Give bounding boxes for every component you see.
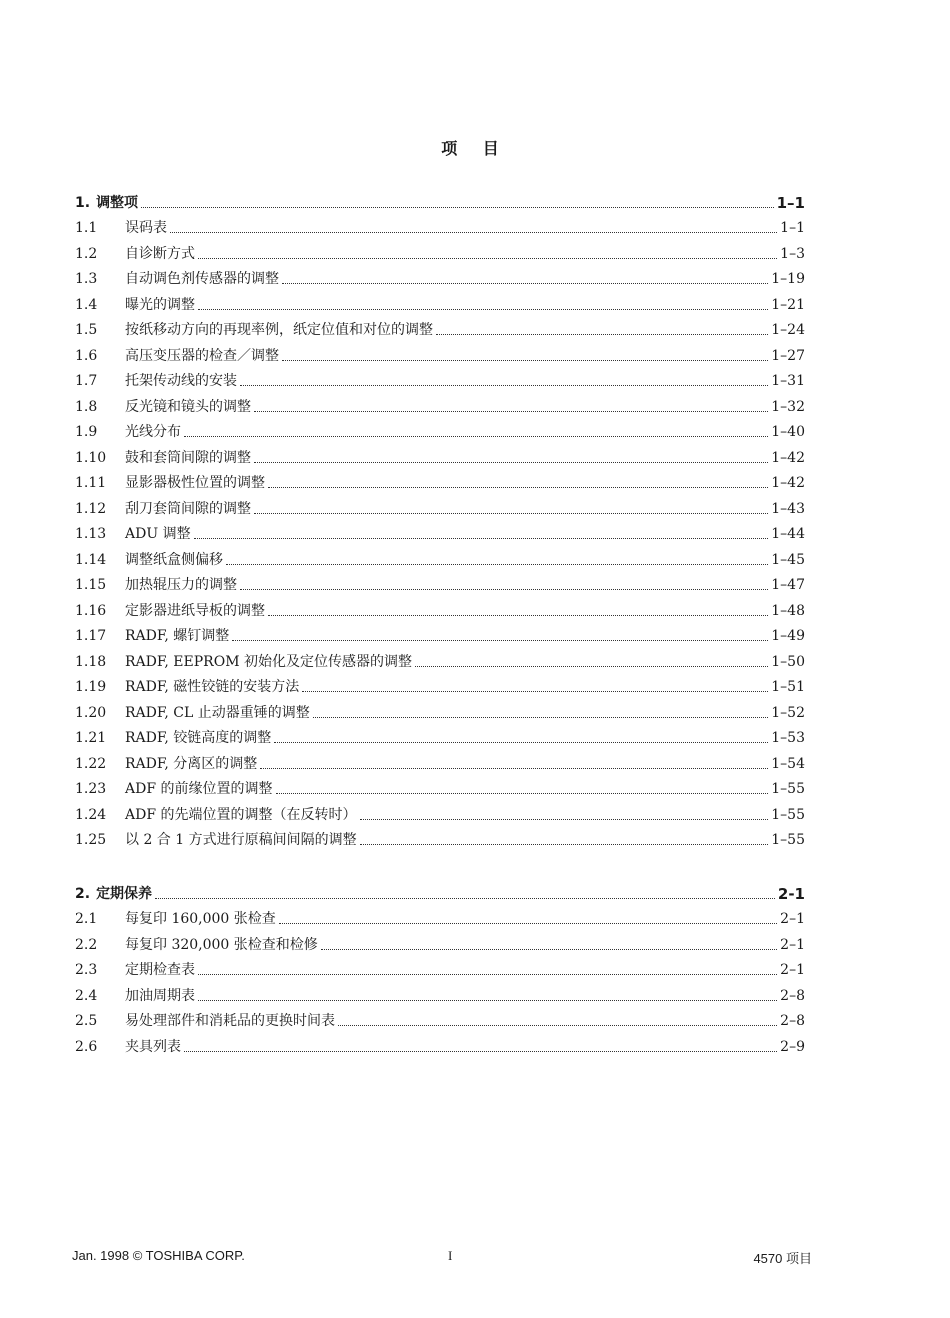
entry-title: 每复印 160,000 张检查 xyxy=(125,911,276,927)
toc-entry[interactable] xyxy=(75,569,805,595)
entry-page: 2–8 xyxy=(780,1013,805,1029)
entry-title: RADF, 分离区的调整 xyxy=(125,755,258,772)
toc-entry[interactable] xyxy=(75,365,805,391)
dot-leader xyxy=(198,1000,777,1001)
toc-entry[interactable] xyxy=(75,928,805,954)
entry-number: 1.18 xyxy=(75,653,107,670)
entry-number: 2.4 xyxy=(75,987,98,1004)
dot-leader xyxy=(254,513,768,514)
entry-title: 易处理部件和消耗品的更换时间表 xyxy=(125,1013,335,1029)
toc-entry[interactable] xyxy=(75,212,805,238)
toc-entry[interactable] xyxy=(75,390,805,416)
entry-title: 高压变压器的检查／调整 xyxy=(125,347,279,364)
entry-number: 1.11 xyxy=(75,475,107,491)
section-page: 2-1 xyxy=(777,884,805,903)
entry-title: RADF, 螺钉调整 xyxy=(125,628,230,644)
entry-number: 1.22 xyxy=(75,755,107,772)
dot-leader xyxy=(240,385,768,386)
entry-page: 1–21 xyxy=(771,296,805,313)
entry-page: 2–8 xyxy=(780,987,805,1004)
entry-number: 1.17 xyxy=(75,628,107,644)
entry-number: 1.13 xyxy=(75,526,107,542)
entry-title: ADU 调整 xyxy=(125,526,191,542)
toc-entry[interactable] xyxy=(75,314,805,340)
dot-leader xyxy=(232,640,768,641)
entry-number: 1.2 xyxy=(75,245,98,262)
toc-entry[interactable] xyxy=(75,518,805,544)
dot-leader xyxy=(254,462,768,463)
toc-entry[interactable] xyxy=(75,594,805,620)
toc-entry[interactable] xyxy=(75,798,805,824)
entry-title: 反光镜和镜头的调整 xyxy=(125,398,251,415)
entry-page: 1–55 xyxy=(771,806,805,823)
entry-page: 2–9 xyxy=(780,1038,805,1055)
toc-entry[interactable] xyxy=(75,339,805,365)
entry-number: 1.16 xyxy=(75,602,107,619)
dot-leader xyxy=(240,589,768,590)
toc-section-1 xyxy=(75,186,805,849)
toc-entry[interactable] xyxy=(75,492,805,518)
toc-entry[interactable] xyxy=(75,543,805,569)
dot-leader xyxy=(321,949,777,950)
entry-number: 1.23 xyxy=(75,781,107,797)
entry-title: 显影器极性位置的调整 xyxy=(125,475,265,491)
toc-section-2 xyxy=(75,877,805,1056)
entry-title: 定期检查表 xyxy=(125,962,195,978)
entry-page: 1–24 xyxy=(771,322,805,338)
toc-entry[interactable] xyxy=(75,620,805,646)
entry-number: 1.8 xyxy=(75,398,98,415)
toc-entry[interactable] xyxy=(75,722,805,748)
entry-title: 自诊断方式 xyxy=(125,245,195,262)
toc-entry[interactable] xyxy=(75,954,805,980)
page-footer xyxy=(72,1248,812,1268)
entry-title: 曝光的调整 xyxy=(125,296,195,313)
entry-page: 1–54 xyxy=(771,755,805,772)
page-title: 项 目 xyxy=(441,139,509,158)
dot-leader xyxy=(260,768,768,769)
entry-page: 1–42 xyxy=(771,449,805,466)
entry-title: RADF, EEPROM 初始化及定位传感器的调整 xyxy=(125,653,412,670)
toc-entry[interactable] xyxy=(75,263,805,289)
toc-section-heading[interactable] xyxy=(75,877,805,903)
footer-copyright: Jan. 1998 © TOSHIBA CORP. xyxy=(72,1248,245,1263)
toc-entry[interactable] xyxy=(75,441,805,467)
dot-leader xyxy=(360,819,769,820)
dot-leader xyxy=(155,898,775,899)
toc-entry[interactable] xyxy=(75,773,805,799)
entry-page: 1–47 xyxy=(771,577,805,593)
entry-title: 调整纸盒侧偏移 xyxy=(125,551,223,568)
toc-entry[interactable] xyxy=(75,696,805,722)
section-title: 调整项 xyxy=(96,194,139,211)
entry-page: 1–49 xyxy=(771,628,805,644)
entry-page: 1–51 xyxy=(771,679,805,695)
toc-entry[interactable] xyxy=(75,903,805,929)
toc-entry[interactable] xyxy=(75,1030,805,1056)
entry-number: 1.3 xyxy=(75,271,98,287)
section-number: 1. xyxy=(75,194,91,211)
dot-leader xyxy=(141,207,774,208)
entry-title: RADF, CL 止动器重锤的调整 xyxy=(125,704,310,721)
entry-page: 1–48 xyxy=(771,602,805,619)
dot-leader xyxy=(194,538,769,539)
section-title: 定期保养 xyxy=(96,885,153,902)
entry-number: 1.24 xyxy=(75,806,107,823)
entry-title: 光线分布 xyxy=(125,424,181,440)
entry-number: 2.1 xyxy=(75,911,98,927)
entry-number: 2.6 xyxy=(75,1038,98,1055)
dot-leader xyxy=(282,360,768,361)
dot-leader xyxy=(338,1025,777,1026)
entry-page: 1–3 xyxy=(780,245,805,262)
toc-section-heading[interactable] xyxy=(75,186,805,212)
entry-title: RADF, 磁性铰链的安装方法 xyxy=(125,679,300,695)
entry-page: 2–1 xyxy=(780,962,805,978)
entry-number: 1.14 xyxy=(75,551,107,568)
entry-number: 1.10 xyxy=(75,449,107,466)
entry-page: 1–1 xyxy=(780,220,805,236)
dot-leader xyxy=(360,844,769,845)
dot-leader xyxy=(415,666,768,667)
entry-title: ADF 的前缘位置的调整 xyxy=(125,781,273,797)
entry-title: 刮刀套筒间隙的调整 xyxy=(125,500,251,517)
entry-number: 2.5 xyxy=(75,1013,98,1029)
entry-number: 1.20 xyxy=(75,704,107,721)
entry-page: 1–27 xyxy=(771,347,805,364)
toc-entry[interactable] xyxy=(75,979,805,1005)
entry-number: 1.21 xyxy=(75,730,107,746)
entry-number: 1.4 xyxy=(75,296,98,313)
entry-number: 2.3 xyxy=(75,962,98,978)
entry-title: RADF, 铰链高度的调整 xyxy=(125,730,272,746)
dot-leader xyxy=(198,258,777,259)
entry-title: 鼓和套筒间隙的调整 xyxy=(125,449,251,466)
toc-entry[interactable] xyxy=(75,467,805,493)
entry-number: 1.19 xyxy=(75,679,107,695)
entry-title: 托架传动线的安装 xyxy=(125,373,237,389)
dot-leader xyxy=(268,615,768,616)
dot-leader xyxy=(184,1051,777,1052)
entry-number: 1.7 xyxy=(75,373,98,389)
dot-leader xyxy=(198,309,768,310)
entry-page: 1–45 xyxy=(771,551,805,568)
entry-title: 定影器进纸导板的调整 xyxy=(125,602,265,619)
toc-entry[interactable] xyxy=(75,237,805,263)
toc-entry[interactable] xyxy=(75,416,805,442)
entry-page: 1–52 xyxy=(771,704,805,721)
section-page: 1–1 xyxy=(776,193,805,212)
entry-page: 1–55 xyxy=(771,781,805,797)
dot-leader xyxy=(302,691,768,692)
entry-number: 1.1 xyxy=(75,220,98,236)
entry-page: 1–31 xyxy=(771,373,805,389)
section-number: 2. xyxy=(75,885,91,902)
entry-title: 按纸移动方向的再现率例，纸定位值和对位的调整 xyxy=(125,322,433,338)
entry-number: 1.15 xyxy=(75,577,107,593)
dot-leader xyxy=(279,923,777,924)
entry-page: 1–43 xyxy=(771,500,805,517)
entry-title: 误码表 xyxy=(125,220,167,236)
entry-page: 2–1 xyxy=(780,936,805,953)
toc-entry[interactable] xyxy=(75,747,805,773)
entry-title: 以 2 合 1 方式进行原稿间间隔的调整 xyxy=(125,832,357,848)
dot-leader xyxy=(184,436,768,437)
entry-page: 1–55 xyxy=(771,832,805,848)
dot-leader xyxy=(198,974,777,975)
entry-page: 1–53 xyxy=(771,730,805,746)
dot-leader xyxy=(313,717,768,718)
toc-entry[interactable] xyxy=(75,1005,805,1031)
toc-entry[interactable] xyxy=(75,824,805,850)
entry-page: 1–19 xyxy=(771,271,805,287)
dot-leader xyxy=(226,564,768,565)
entry-page: 2–1 xyxy=(780,911,805,927)
entry-page: 1–32 xyxy=(771,398,805,415)
toc-entry[interactable] xyxy=(75,671,805,697)
footer-doc-id: 4570 项目 xyxy=(753,1251,812,1266)
toc-entry[interactable] xyxy=(75,645,805,671)
entry-page: 1–50 xyxy=(771,653,805,670)
dot-leader xyxy=(276,793,769,794)
entry-number: 1.6 xyxy=(75,347,98,364)
dot-leader xyxy=(274,742,768,743)
entry-title: 夹具列表 xyxy=(125,1038,181,1055)
entry-number: 1.5 xyxy=(75,322,98,338)
dot-leader xyxy=(436,334,768,335)
entry-title: 每复印 320,000 张检查和检修 xyxy=(125,936,318,953)
dot-leader xyxy=(282,283,768,284)
toc-entry[interactable] xyxy=(75,288,805,314)
entry-title: 加油周期表 xyxy=(125,987,195,1004)
entry-title: 加热辊压力的调整 xyxy=(125,577,237,593)
dot-leader xyxy=(268,487,768,488)
entry-page: 1–40 xyxy=(771,424,805,440)
dot-leader xyxy=(254,411,768,412)
entry-page: 1–42 xyxy=(771,475,805,491)
entry-number: 1.25 xyxy=(75,832,107,848)
entry-number: 2.2 xyxy=(75,936,98,953)
entry-title: ADF 的先端位置的调整（在反转时） xyxy=(125,806,357,823)
dot-leader xyxy=(170,232,777,233)
entry-page: 1–44 xyxy=(771,526,805,542)
footer-page-number: I xyxy=(448,1248,453,1263)
entry-number: 1.12 xyxy=(75,500,107,517)
entry-number: 1.9 xyxy=(75,424,98,440)
entry-title: 自动调色剂传感器的调整 xyxy=(125,271,279,287)
